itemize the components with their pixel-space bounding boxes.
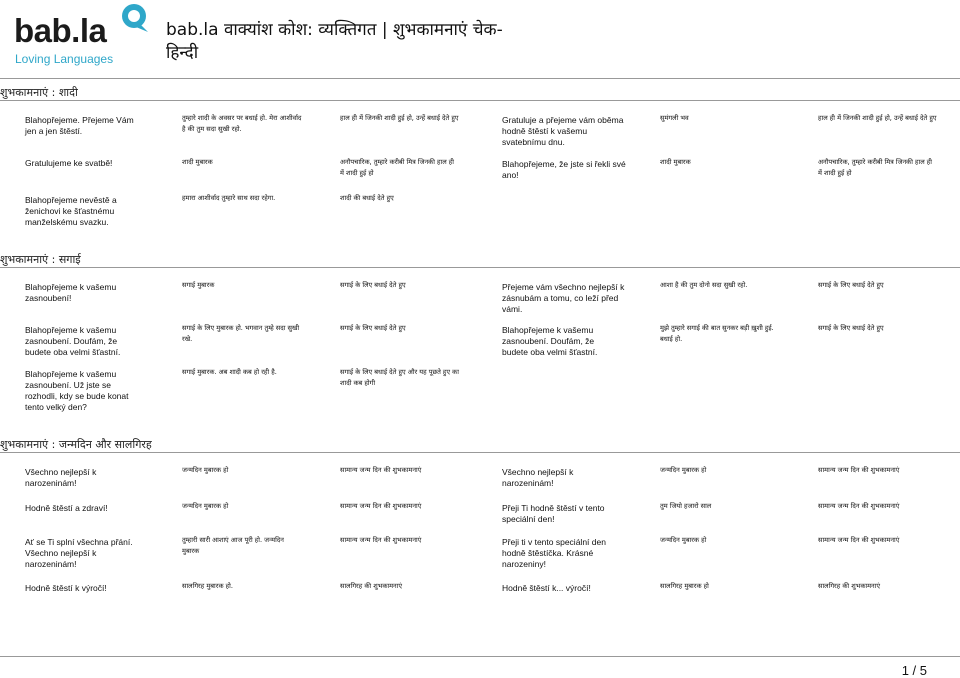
phrase-cs: Hodně štěstí k výročí! (25, 583, 107, 593)
phrase-usage: सालगिरह की शुभकामनाएं (818, 582, 881, 590)
phrase-cs: Hodně štěstí k... výročí! (502, 583, 591, 593)
phrase-hi: हमारा आशीर्वाद तुम्हारे साथ सदा रहेगा. (182, 194, 276, 202)
section-title-engagement: शुभकामनाएं : सगाई (0, 253, 81, 266)
phrase-cs: Ať se Ti splní všechna přání. Všechno nejlepší k narozeninám! (25, 537, 133, 569)
phrase-hi: सगाई मुबारक. अब शादी कब हो रही है. (182, 368, 277, 376)
phrase-usage: सामान्य जन्म दिन की शुभकामनाएं (818, 466, 900, 474)
phrase-hi: सुमंगली भव (660, 114, 689, 122)
phrase-hi: जन्मदिन मुबारक हो (182, 466, 229, 474)
phrase-usage: अनौपचारिक, तुम्हारे करीबी मित्र जिनकी हाल ही में शादी हुई हो (340, 158, 454, 177)
logo-wordmark: bab.la (14, 12, 107, 49)
phrase-hi: जन्मदिन मुबारक हो (182, 502, 229, 510)
phrase-hi: सगाई के लिए मुबारक हो. भगवान तुम्हे सदा सुखी रखे. (182, 324, 300, 343)
phrase-usage: सगाई के लिए बधाई देते हुए (340, 281, 406, 289)
phrase-usage: सामान्य जन्म दिन की शुभकामनाएं (340, 536, 422, 544)
section-divider (0, 267, 960, 268)
phrase-cs: Hodně štěstí a zdraví! (25, 503, 108, 513)
phrase-usage: सगाई के लिए बधाई देते हुए (818, 281, 884, 289)
phrase-cs: Gratulujeme ke svatbě! (25, 158, 113, 168)
phrase-hi: सालगिरह मुबारक हो. (182, 582, 233, 590)
footer-divider (0, 656, 960, 657)
phrase-usage: सामान्य जन्म दिन की शुभकामनाएं (340, 502, 422, 510)
phrase-hi: आशा है की तुम दोनो सदा सुखी रहो. (660, 281, 748, 289)
phrase-cs: Blahopřejeme nevěstě a ženichovi ke šťastnému manželskému svazku. (25, 195, 117, 227)
phrase-cs: Blahopřejeme k vašemu zasnoubení. Už jste se rozhodli, kdy se bude konat tento velký den? (25, 369, 129, 412)
logo-tagline: Loving Languages (15, 52, 114, 66)
phrase-cs: Všechno nejlepší k narozeninám! (502, 467, 574, 488)
phrase-hi: मुझे तुम्हारे सगाई की बात सुनकर बड़ी ख़ुशी हुई. बधाई हो. (660, 324, 774, 343)
phrase-hi: जन्मदिन मुबारक हो (660, 466, 707, 474)
phrase-cs: Všechno nejlepší k narozeninám! (25, 467, 97, 488)
header-divider (0, 78, 960, 79)
phrase-hi: तुम्हारे शादी के अवसर पर बधाई हो. मेरा आशीर्वाद है की तुम सदा सुखी रहो. (182, 114, 302, 133)
phrase-usage: हाल ही में जिनकी शादी हुई हो, उन्हें बधाई देते हुए (340, 114, 459, 122)
speech-bubble-icon (118, 2, 150, 34)
section-title-birthday: शुभकामनाएं : जन्मदिन और सालगिरह (0, 438, 152, 451)
phrase-usage: हाल ही में जिनकी शादी हुई हो, उन्हें बधाई देते हुए (818, 114, 937, 122)
phrase-usage: सगाई के लिए बधाई देते हुए (340, 324, 406, 332)
phrase-hi: शादी मुबारक (660, 158, 691, 166)
phrase-cs: Blahopřejeme k vašemu zasnoubení! (25, 282, 117, 303)
phrase-hi: तुम्हारी सारी आशाएं आज पूरी हो. जन्मदिन मुबारक (182, 536, 284, 555)
page-number: 1 / 5 (901, 663, 927, 678)
phrase-cs: Přejeme vám všechno nejlepší k zásnubám a tomu, co leží před vámi. (502, 282, 625, 314)
phrase-hi: सालगिरह मुबारक हो (660, 582, 709, 590)
document-title: bab.la वाक्यांश कोश: व्यक्तिगत | शुभकामनाएं चेक-हिन्दी (166, 20, 503, 63)
phrase-hi: जन्मदिन मुबारक हो (660, 536, 707, 544)
phrase-hi: तुम जियो हजारो साल (660, 502, 712, 510)
section-title-wedding: शुभकामनाएं : शादी (0, 86, 78, 99)
phrase-usage: सामान्य जन्म दिन की शुभकामनाएं (340, 466, 422, 474)
phrase-cs: Blahopřejeme. Přejeme Vám jen a jen štěstí. (25, 115, 134, 136)
phrase-cs: Blahopřejeme k vašemu zasnoubení. Doufám, že budete oba velmi šťastní. (25, 325, 121, 357)
phrase-hi: शादी मुबारक (182, 158, 213, 166)
phrase-usage: सगाई के लिए बधाई देते हुए (818, 324, 884, 332)
phrase-usage: सालगिरह की शुभकामनाएं (340, 582, 403, 590)
phrase-usage: सगाई के लिए बधाई देते हुए और यह पूछते हुए का शादी कब होगी (340, 368, 459, 387)
phrase-usage: सामान्य जन्म दिन की शुभकामनाएं (818, 502, 900, 510)
phrase-usage: सामान्य जन्म दिन की शुभकामनाएं (818, 536, 900, 544)
phrase-usage: अनौपचारिक, तुम्हारे करीबी मित्र जिनकी हाल ही में शादी हुई हो (818, 158, 932, 177)
phrase-cs: Blahopřejeme k vašemu zasnoubení. Doufám, že budete oba velmi šťastní. (502, 325, 598, 357)
phrase-cs: Blahopřejeme, že jste si řekli své ano! (502, 159, 626, 180)
phrase-cs: Přeji Ti hodně štěstí v tento speciální den! (502, 503, 605, 524)
babla-logo[interactable] (14, 2, 149, 68)
phrase-cs: Gratuluje a přejeme vám oběma hodně štěstí k vašemu svatebnímu dnu. (502, 115, 624, 147)
section-divider (0, 452, 960, 453)
phrase-usage: शादी की बधाई देते हुए (340, 194, 394, 202)
section-divider (0, 100, 960, 101)
phrase-hi: सगाई मुबारक (182, 281, 215, 289)
phrase-cs: Přeji ti v tento speciální den hodně štěstíčka. Krásné narozeniny! (502, 537, 606, 569)
